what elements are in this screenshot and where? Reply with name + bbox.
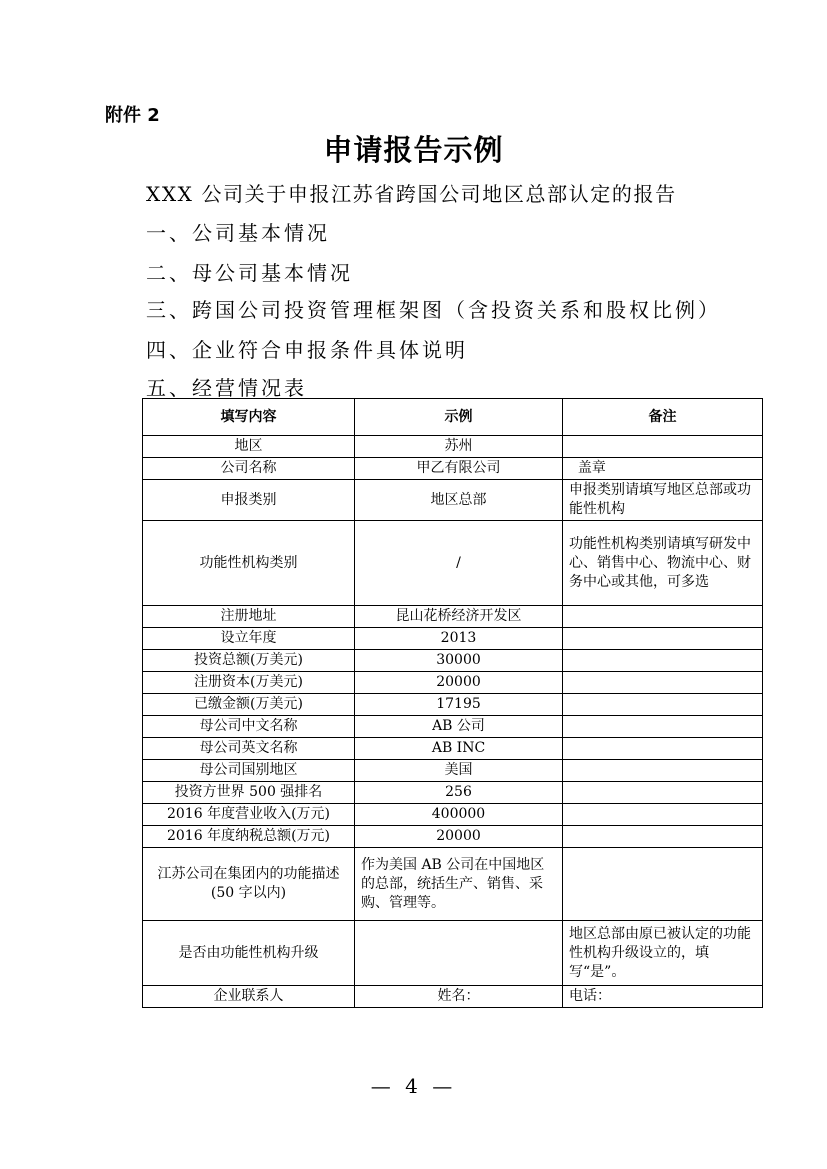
table-row	[143, 436, 763, 458]
table-row	[143, 986, 763, 1008]
row-item: 已缴金额(万美元)	[143, 694, 355, 716]
table-row	[143, 650, 763, 672]
section-1: 一、公司基本情况	[146, 221, 330, 245]
row-note	[563, 760, 763, 782]
row-example: 400000	[355, 804, 563, 826]
row-note: 盖章	[563, 458, 763, 480]
row-note	[563, 738, 763, 760]
row-note	[563, 848, 763, 921]
row-item: 注册资本(万美元)	[143, 672, 355, 694]
row-example: 甲乙有限公司	[355, 458, 563, 480]
row-note	[563, 436, 763, 458]
row-note: 地区总部由原已被认定的功能性机构升级设立的，填写“是”。	[563, 921, 763, 986]
row-item: 注册地址	[143, 606, 355, 628]
row-note: 申报类别请填写地区总部或功能性机构	[563, 480, 763, 521]
row-item: 母公司中文名称	[143, 716, 355, 738]
row-item: 投资总额(万美元)	[143, 650, 355, 672]
row-item: 是否由功能性机构升级	[143, 921, 355, 986]
attachment-label: 附件 2	[105, 105, 160, 126]
table-row	[143, 480, 763, 521]
section-2: 二、母公司基本情况	[146, 261, 353, 285]
row-example: 地区总部	[355, 480, 563, 521]
row-example: AB INC	[355, 738, 563, 760]
row-example: 30000	[355, 650, 563, 672]
table-row	[143, 826, 763, 848]
table-row	[143, 848, 763, 921]
operation-status-table	[142, 398, 763, 1008]
row-example: 256	[355, 782, 563, 804]
row-note	[563, 628, 763, 650]
table-row	[143, 606, 763, 628]
table-row	[143, 804, 763, 826]
row-item: 投资方世界 500 强排名	[143, 782, 355, 804]
section-5: 五、经营情况表	[146, 376, 307, 400]
row-example	[355, 921, 563, 986]
table-row	[143, 672, 763, 694]
table-row	[143, 738, 763, 760]
section-3: 三、跨国公司投资管理框架图（含投资关系和股权比例）	[146, 298, 721, 322]
page-title: 申请报告示例	[323, 133, 504, 167]
table-row	[143, 521, 763, 606]
table-row	[143, 694, 763, 716]
row-note	[563, 716, 763, 738]
row-example: AB 公司	[355, 716, 563, 738]
row-example: 昆山花桥经济开发区	[355, 606, 563, 628]
page-number: — 4 —	[370, 1074, 457, 1098]
row-example: 2013	[355, 628, 563, 650]
row-item: 2016 年度营业收入(万元)	[143, 804, 355, 826]
row-note	[563, 606, 763, 628]
table-row	[143, 760, 763, 782]
row-example: 美国	[355, 760, 563, 782]
row-item: 母公司国别地区	[143, 760, 355, 782]
row-item: 2016 年度纳税总额(万元)	[143, 826, 355, 848]
row-example: 20000	[355, 826, 563, 848]
row-note: 电话：	[563, 986, 763, 1008]
row-item: 功能性机构类别	[143, 521, 355, 606]
row-item: 申报类别	[143, 480, 355, 521]
section-4: 四、企业符合申报条件具体说明	[146, 338, 468, 362]
table-row	[143, 716, 763, 738]
row-note	[563, 804, 763, 826]
row-item: 公司名称	[143, 458, 355, 480]
row-note	[563, 826, 763, 848]
table-row	[143, 458, 763, 480]
header-fill-content: 填写内容	[143, 399, 355, 436]
row-note: 功能性机构类别请填写研发中心、销售中心、物流中心、财务中心或其他，可多选	[563, 521, 763, 606]
row-example: 姓名：	[355, 986, 563, 1008]
table-row	[143, 628, 763, 650]
header-example: 示例	[355, 399, 563, 436]
row-note	[563, 650, 763, 672]
report-title: XXX 公司关于申报江苏省跨国公司地区总部认定的报告	[146, 182, 677, 206]
header-note: 备注	[563, 399, 763, 436]
row-example: 17195	[355, 694, 563, 716]
row-item: 江苏公司在集团内的功能描述(50 字以内)	[143, 848, 355, 921]
row-note	[563, 782, 763, 804]
row-item: 企业联系人	[143, 986, 355, 1008]
row-example: 作为美国 AB 公司在中国地区的总部，统括生产、销售、采购、管理等。	[355, 848, 563, 921]
row-example: 20000	[355, 672, 563, 694]
row-note	[563, 694, 763, 716]
table-row	[143, 782, 763, 804]
table-row	[143, 921, 763, 986]
row-note	[563, 672, 763, 694]
row-item: 母公司英文名称	[143, 738, 355, 760]
row-item: 设立年度	[143, 628, 355, 650]
row-example: /	[355, 521, 563, 606]
row-item: 地区	[143, 436, 355, 458]
row-example: 苏州	[355, 436, 563, 458]
